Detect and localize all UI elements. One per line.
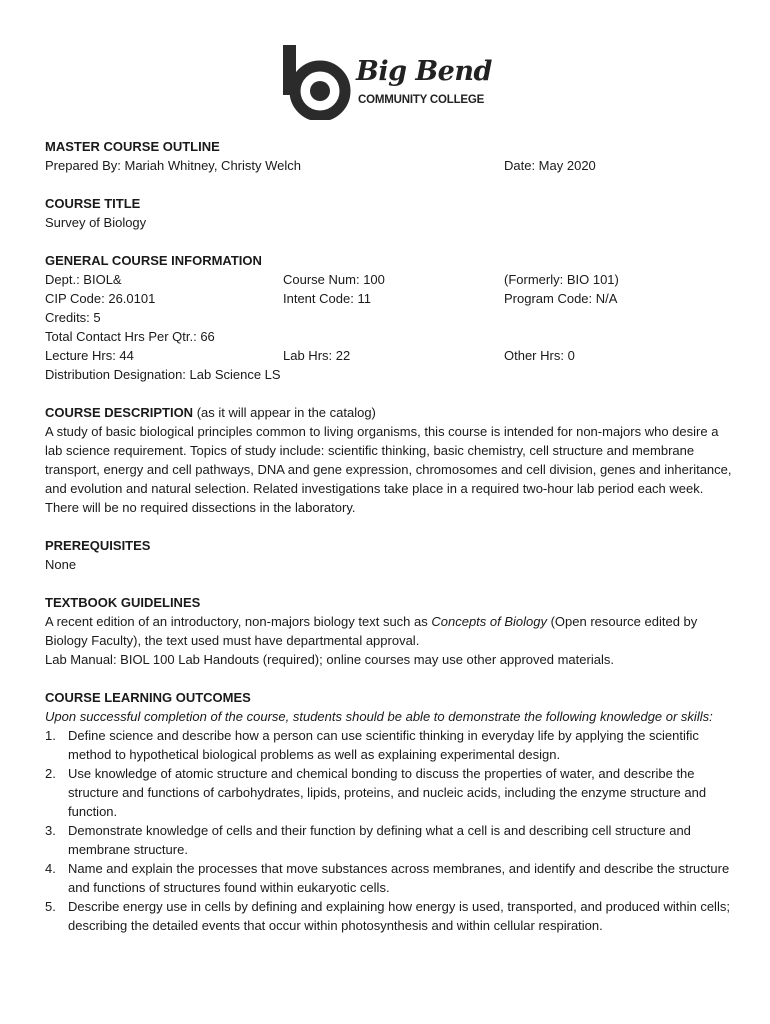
page-title: MASTER COURSE OUTLINE — [45, 139, 220, 154]
list-item — [45, 726, 735, 764]
intent-code: Intent Code: 11 — [283, 291, 371, 306]
textbook-line1-pre: A recent edition of an introductory, non-majors biology text such as — [45, 614, 432, 629]
list-item-number: 2. — [45, 766, 56, 781]
description-note: (as it will appear in the catalog) — [193, 405, 376, 420]
list-item-number: 3. — [45, 823, 56, 838]
outcomes-list — [45, 726, 735, 935]
outcomes-intro: Upon successful completion of the course, students should be able to demonstrate the following knowledge or skills: — [45, 709, 713, 724]
list-item-number: 1. — [45, 728, 56, 743]
general-info-section — [45, 251, 735, 384]
college-logo — [282, 44, 492, 120]
prerequisites-heading: PREREQUISITES — [45, 538, 151, 553]
logo-name: Big Bend — [356, 56, 492, 87]
credits: Credits: 5 — [45, 310, 101, 325]
textbook-heading: TEXTBOOK GUIDELINES — [45, 595, 201, 610]
prepared-by: Prepared By: Mariah Whitney, Christy Welch — [45, 158, 301, 173]
formerly: (Formerly: BIO 101) — [504, 272, 619, 287]
list-item-number: 4. — [45, 861, 56, 876]
college-logo-icon — [282, 44, 354, 120]
other-hours: Other Hrs: 0 — [504, 348, 575, 363]
program-code: Program Code: N/A — [504, 291, 618, 306]
distribution-designation: Distribution Designation: Lab Science LS — [45, 367, 281, 382]
prerequisites-section — [45, 536, 735, 574]
course-title-section — [45, 194, 735, 232]
list-item-text: Demonstrate knowledge of cells and their function by defining what a cell is and describing cell structure and membrane structure. — [68, 823, 691, 857]
header-section — [45, 137, 735, 175]
lab-manual: Lab Manual: BIOL 100 Lab Handouts (required); online courses may use other approved materials. — [45, 652, 614, 667]
list-item-text: Define science and describe how a person can use scientific thinking in everyday life by applying the scientific method to hypothetical biological problems as well as explaining experimental design. — [68, 728, 699, 762]
outcomes-section — [45, 688, 735, 935]
course-num: Course Num: 100 — [283, 272, 385, 287]
course-outline — [45, 137, 735, 935]
list-item-number: 5. — [45, 899, 56, 914]
course-title-heading: COURSE TITLE — [45, 196, 141, 211]
description-heading: COURSE DESCRIPTION — [45, 405, 194, 420]
prerequisites-value: None — [45, 557, 77, 572]
description-text: A study of basic biological principles common to living organisms, this course is intended for non-majors who desire a lab science requirement. Topics of study include: scientific thinking, basic chemistry, cell structure and membrane transport, energy and cell pathways, DNA and gene expression, chromosomes and cell division, genes and inheritance, and evolution and natural selection. Related investigations take place in a required two-hour lab period each week. There will be no required dissections in the laboratory. — [45, 424, 732, 515]
dept: Dept.: BIOL& — [45, 272, 122, 287]
lab-hours: Lab Hrs: 22 — [283, 348, 351, 363]
list-item — [45, 859, 735, 897]
list-item-text: Use knowledge of atomic structure and chemical bonding to discuss the properties of water, and describe the structure and functions of carbohydrates, lipids, proteins, and nucleic acids, including the enzyme structure and function. — [68, 766, 707, 819]
textbook-section — [45, 593, 735, 669]
textbook-guideline — [45, 612, 735, 650]
lecture-hours: Lecture Hrs: 44 — [45, 348, 134, 363]
description-section — [45, 403, 735, 517]
list-item-text: Name and explain the processes that move substances across membranes, and identify and describe the structure and functions of structures found within eukaryotic cells. — [68, 861, 730, 895]
logo-subtitle: COMMUNITY COLLEGE — [358, 94, 485, 106]
textbook-line1-post: (Open resource edited by Biology Faculty), the text used must have departmental approval. — [45, 614, 698, 648]
list-item — [45, 821, 735, 859]
outcomes-heading: COURSE LEARNING OUTCOMES — [45, 690, 251, 705]
textbook-title: Concepts of Biology — [431, 614, 547, 629]
list-item-text: Describe energy use in cells by defining and explaining how energy is used, transported, and produced within cells; describing the detailed events that occur within photosynthesis and within cellular respiration. — [68, 899, 730, 933]
course-title-value: Survey of Biology — [45, 215, 147, 230]
general-info-heading: GENERAL COURSE INFORMATION — [45, 253, 262, 268]
list-item — [45, 897, 735, 935]
cip-code: CIP Code: 26.0101 — [45, 291, 156, 306]
date: Date: May 2020 — [504, 158, 596, 173]
list-item — [45, 764, 735, 821]
total-contact-hours: Total Contact Hrs Per Qtr.: 66 — [45, 329, 215, 344]
